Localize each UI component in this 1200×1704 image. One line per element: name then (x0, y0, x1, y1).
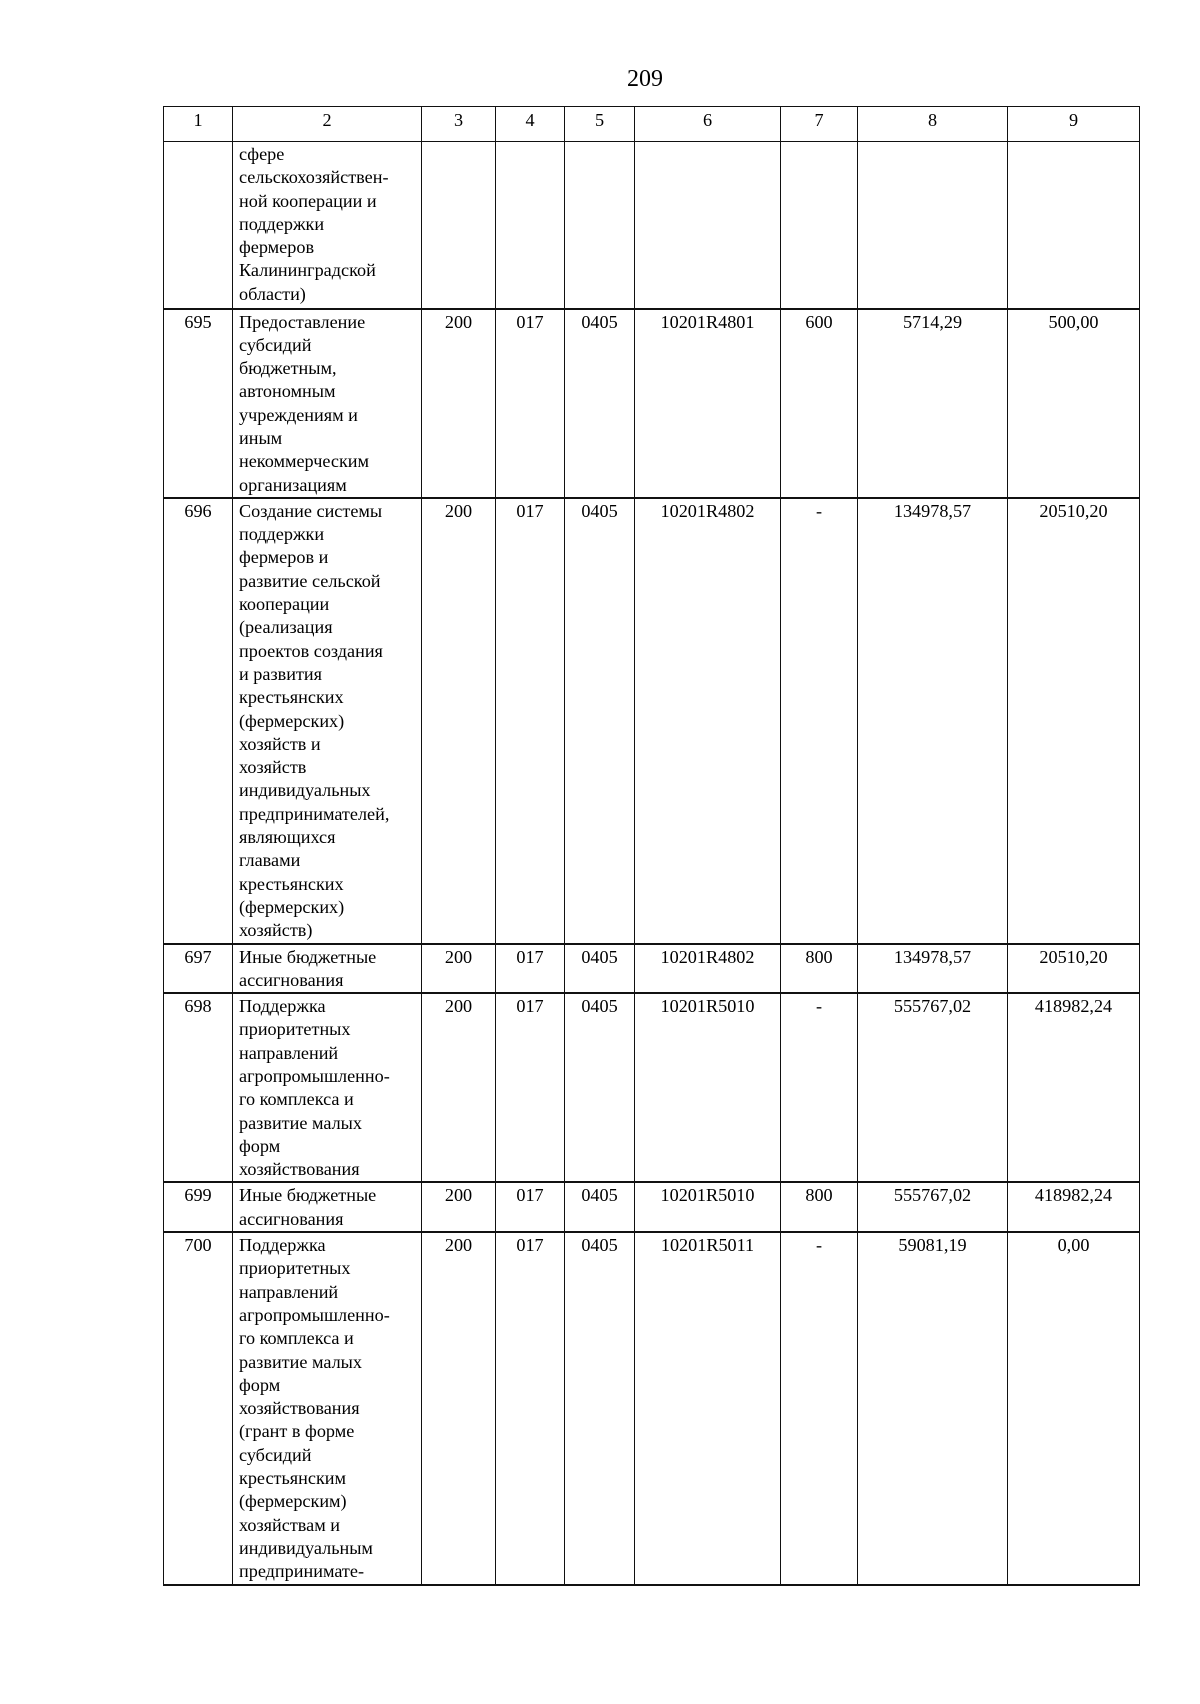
row-code-cell: 10201R5010 (635, 993, 781, 1182)
table-row (164, 1182, 1140, 1232)
row-amount-cell: 134978,57 (858, 944, 1008, 994)
row-code-cell: - (781, 993, 858, 1182)
column-header: 6 (635, 107, 781, 142)
header-row (164, 107, 1140, 142)
row-code-cell: 10201R4801 (635, 309, 781, 498)
row-amount-cell: 5714,29 (858, 309, 1008, 498)
column-header: 5 (565, 107, 635, 142)
row-name-text: Создание системы поддержки фермеров и развитие сельской кооперации (реализация проектов создания и развития крестьянских (фермерских) хозяйств и хозяйств индивидуальных предпринимателей, являющихся главами крестьянских (фермерских) хозяйств) (239, 500, 390, 941)
row-code-cell: 017 (496, 1182, 565, 1232)
row-code-cell: 017 (496, 309, 565, 498)
budget-table (163, 106, 1140, 1586)
row-code-cell: 10201R5010 (635, 1182, 781, 1232)
row-code-cell: 0405 (565, 944, 635, 994)
row-code-cell: 0405 (565, 1232, 635, 1584)
column-header: 9 (1008, 107, 1140, 142)
row-amount-cell: 134978,57 (858, 498, 1008, 944)
table-row (164, 309, 1140, 498)
column-header: 8 (858, 107, 1008, 142)
row-number-cell: 700 (164, 1232, 233, 1584)
row-name-cell (233, 309, 422, 498)
row-amount-cell: 500,00 (1008, 309, 1140, 498)
row-name-text: Иные бюджетные ассигнования (239, 946, 377, 990)
row-code-cell: 0405 (565, 498, 635, 944)
table-row (164, 142, 1140, 309)
row-name-cell (233, 944, 422, 994)
row-code-cell: 10201R5011 (635, 1232, 781, 1584)
row-name-cell (233, 993, 422, 1182)
row-code-cell (635, 142, 781, 309)
row-number-cell (164, 142, 233, 309)
row-code-cell (496, 142, 565, 309)
page-number: 209 (627, 66, 663, 92)
table-row (164, 498, 1140, 944)
row-amount-cell: 418982,24 (1008, 1182, 1140, 1232)
row-name-text: Поддержка приоритетных направлений агропромышленно- го комплекса и развитие малых форм хозяйствования (239, 996, 390, 1180)
row-amount-cell: 20510,20 (1008, 498, 1140, 944)
row-name-text: Предоставление субсидий бюджетным, автономным учреждениям и иным некоммерческим организациям (239, 311, 370, 495)
row-code-cell: 800 (781, 944, 858, 994)
row-code-cell: 200 (422, 993, 496, 1182)
row-number-cell: 698 (164, 993, 233, 1182)
table-row (164, 1232, 1140, 1584)
table-row (164, 993, 1140, 1182)
row-code-cell: 10201R4802 (635, 498, 781, 944)
row-number-cell: 695 (164, 309, 233, 498)
row-code-cell: 800 (781, 1182, 858, 1232)
column-header: 2 (233, 107, 422, 142)
row-amount-cell: 418982,24 (1008, 993, 1140, 1182)
column-header: 3 (422, 107, 496, 142)
row-code-cell (781, 142, 858, 309)
row-code-cell (422, 142, 496, 309)
row-number-cell: 697 (164, 944, 233, 994)
row-code-cell: 0405 (565, 993, 635, 1182)
row-code-cell: 017 (496, 993, 565, 1182)
row-name-text: сфере сельскохозяйствен- ной кооперации и поддержки фермеров Калининградской области) (239, 144, 389, 304)
row-code-cell: 017 (496, 1232, 565, 1584)
row-number-cell: 696 (164, 498, 233, 944)
row-name-cell (233, 142, 422, 309)
row-code-cell: 017 (496, 944, 565, 994)
row-amount-cell: 20510,20 (1008, 944, 1140, 994)
row-code-cell: 200 (422, 1182, 496, 1232)
row-amount-cell: 0,00 (1008, 1232, 1140, 1584)
row-code-cell: 200 (422, 309, 496, 498)
row-name-text: Иные бюджетные ассигнования (239, 1185, 377, 1229)
row-amount-cell (858, 142, 1008, 309)
row-amount-cell: 555767,02 (858, 993, 1008, 1182)
row-code-cell: 600 (781, 309, 858, 498)
row-code-cell: 200 (422, 498, 496, 944)
row-code-cell: 017 (496, 498, 565, 944)
row-code-cell: 0405 (565, 309, 635, 498)
row-code-cell: 0405 (565, 1182, 635, 1232)
row-name-cell (233, 1182, 422, 1232)
row-number-cell: 699 (164, 1182, 233, 1232)
row-amount-cell (1008, 142, 1140, 309)
table-row (164, 944, 1140, 994)
row-name-text: Поддержка приоритетных направлений агропромышленно- го комплекса и развитие малых форм хозяйствования (грант в форме субсидий крестьянским (фермерским) хозяйствам и индивидуальным предпринимате- (239, 1235, 390, 1582)
row-code-cell: - (781, 1232, 858, 1584)
row-name-cell (233, 1232, 422, 1584)
row-code-cell: 200 (422, 944, 496, 994)
column-header: 1 (164, 107, 233, 142)
row-code-cell: - (781, 498, 858, 944)
row-code-cell: 200 (422, 1232, 496, 1584)
row-name-cell (233, 498, 422, 944)
row-code-cell: 10201R4802 (635, 944, 781, 994)
row-amount-cell: 59081,19 (858, 1232, 1008, 1584)
row-code-cell (565, 142, 635, 309)
column-header: 7 (781, 107, 858, 142)
column-header: 4 (496, 107, 565, 142)
row-amount-cell: 555767,02 (858, 1182, 1008, 1232)
